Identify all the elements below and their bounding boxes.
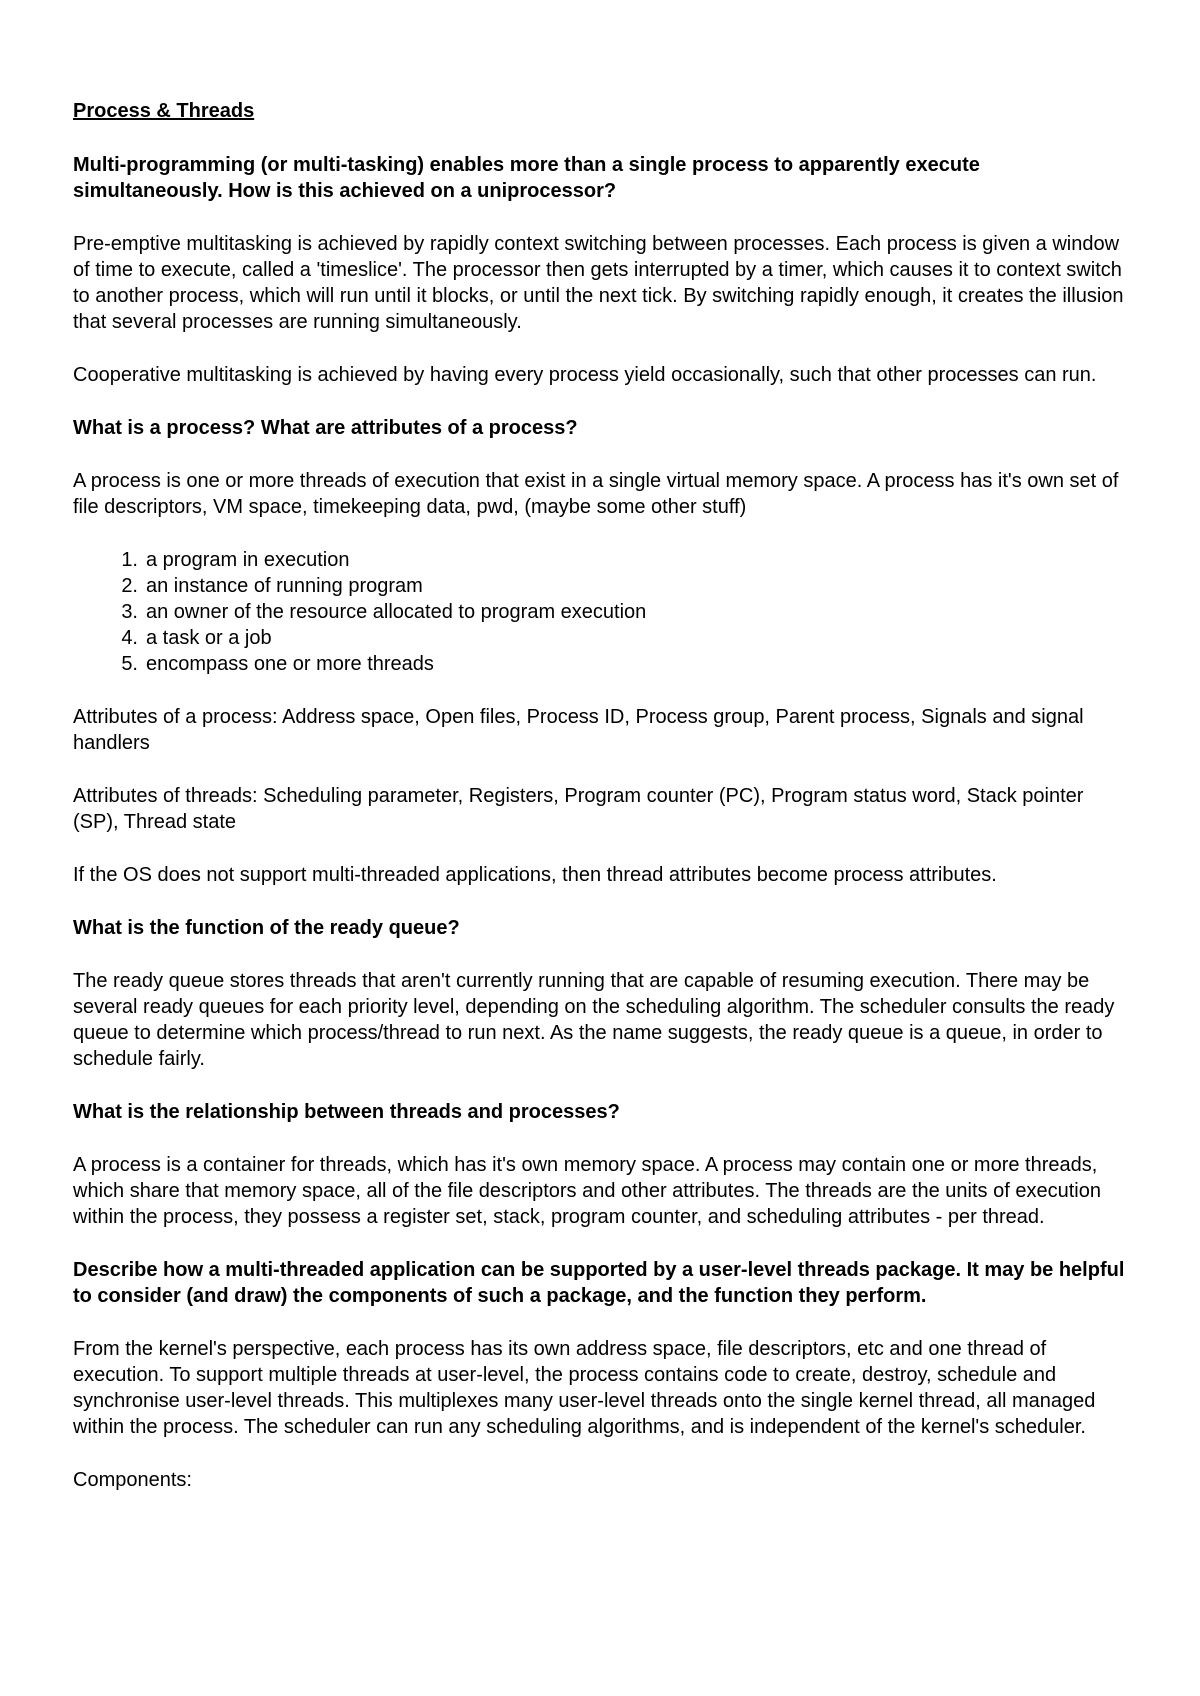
list-item-text: a task or a job bbox=[146, 627, 272, 649]
list-item-text: an owner of the resource allocated to program execution bbox=[146, 601, 647, 623]
list-item-number: 2. bbox=[121, 575, 138, 597]
list-item-text: a program in execution bbox=[146, 549, 350, 571]
question-threads-processes: What is the relationship between threads and processes? bbox=[73, 1101, 620, 1123]
list-item bbox=[121, 651, 1130, 677]
list-item-text: encompass one or more threads bbox=[146, 653, 434, 675]
answer-process-definition: A process is one or more threads of execution that exist in a single virtual memory space. A process has it's own set of file descriptors, VM space, timekeeping data, pwd, (maybe some other stuff) bbox=[73, 470, 1119, 518]
question-what-is-process: What is a process? What are attributes of a process? bbox=[73, 417, 578, 439]
os-support-note: If the OS does not support multi-threaded applications, then thread attributes become process attributes. bbox=[73, 864, 997, 886]
question-multiprogramming: Multi-programming (or multi-tasking) enables more than a single process to apparently execute simultaneously. How is this achieved on a uniprocessor? bbox=[73, 154, 980, 202]
answer-cooperative: Cooperative multitasking is achieved by having every process yield occasionally, such that other processes can run. bbox=[73, 364, 1097, 386]
list-item bbox=[121, 547, 1130, 573]
list-item-number: 3. bbox=[121, 601, 138, 623]
page-title: Process & Threads bbox=[73, 100, 255, 122]
list-item-number: 1. bbox=[121, 549, 138, 571]
list-item bbox=[121, 625, 1130, 651]
list-item-number: 4. bbox=[121, 627, 138, 649]
list-item-text: an instance of running program bbox=[146, 575, 423, 597]
question-user-level-threads: Describe how a multi-threaded application can be supported by a user-level threads package. It may be helpful to consider (and draw) the components of such a package, and the function they perform. bbox=[73, 1259, 1125, 1307]
answer-user-level-threads: From the kernel's perspective, each process has its own address space, file descriptors, etc and one thread of execution. To support multiple threads at user-level, the process contains code to create, destroy, schedule and synchronise user-level threads. This multiplexes many user-level threads onto the single kernel thread, all managed within the process. The scheduler can run any scheduling algorithms, and is independent of the kernel's scheduler. bbox=[73, 1338, 1096, 1438]
list-item bbox=[121, 599, 1130, 625]
answer-ready-queue: The ready queue stores threads that aren't currently running that are capable of resuming execution. There may be several ready queues for each priority level, depending on the scheduling algorithm. The scheduler consults the ready queue to determine which process/thread to run next. As the name suggests, the ready queue is a queue, in order to schedule fairly. bbox=[73, 970, 1115, 1070]
answer-preemptive: Pre-emptive multitasking is achieved by rapidly context switching between processes. Each process is given a window of time to execute, called a 'timeslice'. The processor then gets interrupted by a timer, which causes it to context switch to another process, which will run until it blocks, or until the next tick. By switching rapidly enough, it creates the illusion that several processes are running simultaneously. bbox=[73, 233, 1124, 333]
answer-threads-processes: A process is a container for threads, which has it's own memory space. A process may contain one or more threads, which share that memory space, all of the file descriptors and other attributes. The threads are the units of execution within the process, they possess a register set, stack, program counter, and scheduling attributes - per thread. bbox=[73, 1154, 1101, 1228]
components-label: Components: bbox=[73, 1469, 192, 1491]
question-ready-queue: What is the function of the ready queue? bbox=[73, 917, 460, 939]
process-attributes: Attributes of a process: Address space, Open files, Process ID, Process group, Parent process, Signals and signal handlers bbox=[73, 706, 1084, 754]
process-definition-list bbox=[73, 547, 1130, 677]
list-item-number: 5. bbox=[121, 653, 138, 675]
list-item bbox=[121, 573, 1130, 599]
thread-attributes: Attributes of threads: Scheduling parameter, Registers, Program counter (PC), Program status word, Stack pointer (SP), Thread state bbox=[73, 785, 1084, 833]
